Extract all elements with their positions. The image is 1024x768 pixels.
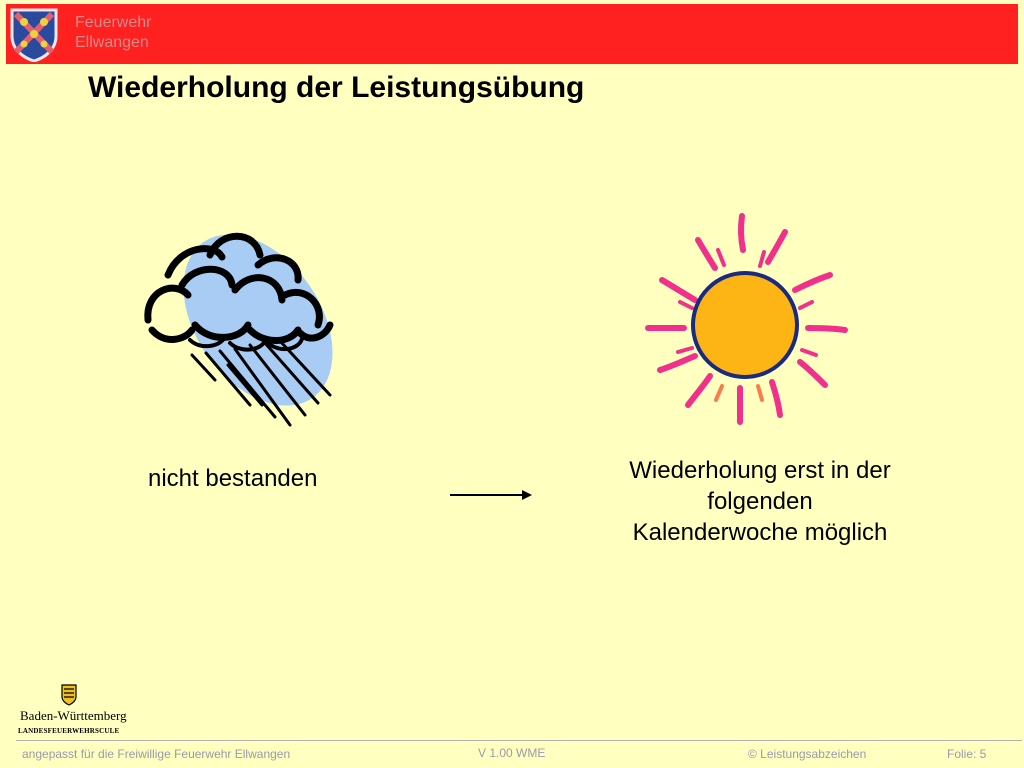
state-name: Baden-Württemberg <box>20 708 127 723</box>
caption-retry-line2: folgenden <box>707 488 813 515</box>
footer-divider <box>16 740 1022 741</box>
footer-slide-number: Folie: 5 <box>947 747 987 761</box>
arrow-right-icon <box>450 487 534 503</box>
org-name <box>75 13 151 53</box>
rain-cloud-icon <box>140 225 350 440</box>
caption-retry-info <box>600 455 920 548</box>
sun-icon <box>640 210 850 425</box>
header-band <box>6 4 1018 64</box>
caption-retry-line3: Kalenderwoche möglich <box>632 519 888 546</box>
caption-not-passed: nicht bestanden <box>148 465 318 492</box>
slide-title: Wiederholung der Leistungsübung <box>88 71 585 104</box>
school-name: LANDESFEUERWEHRSCULE <box>18 727 120 735</box>
coat-of-arms-icon <box>10 8 58 62</box>
footer-attribution: angepasst für die Freiwillige Feuerwehr Ellwangen <box>22 747 291 761</box>
footer-copyright: © Leistungsabzeichen <box>748 747 867 761</box>
footer-version: V 1.00 WME <box>478 746 546 760</box>
caption-retry-line1: Wiederholung erst in der <box>629 457 891 484</box>
org-name-line1: Feuerwehr <box>75 14 152 31</box>
org-name-line2: Ellwangen <box>75 34 149 51</box>
